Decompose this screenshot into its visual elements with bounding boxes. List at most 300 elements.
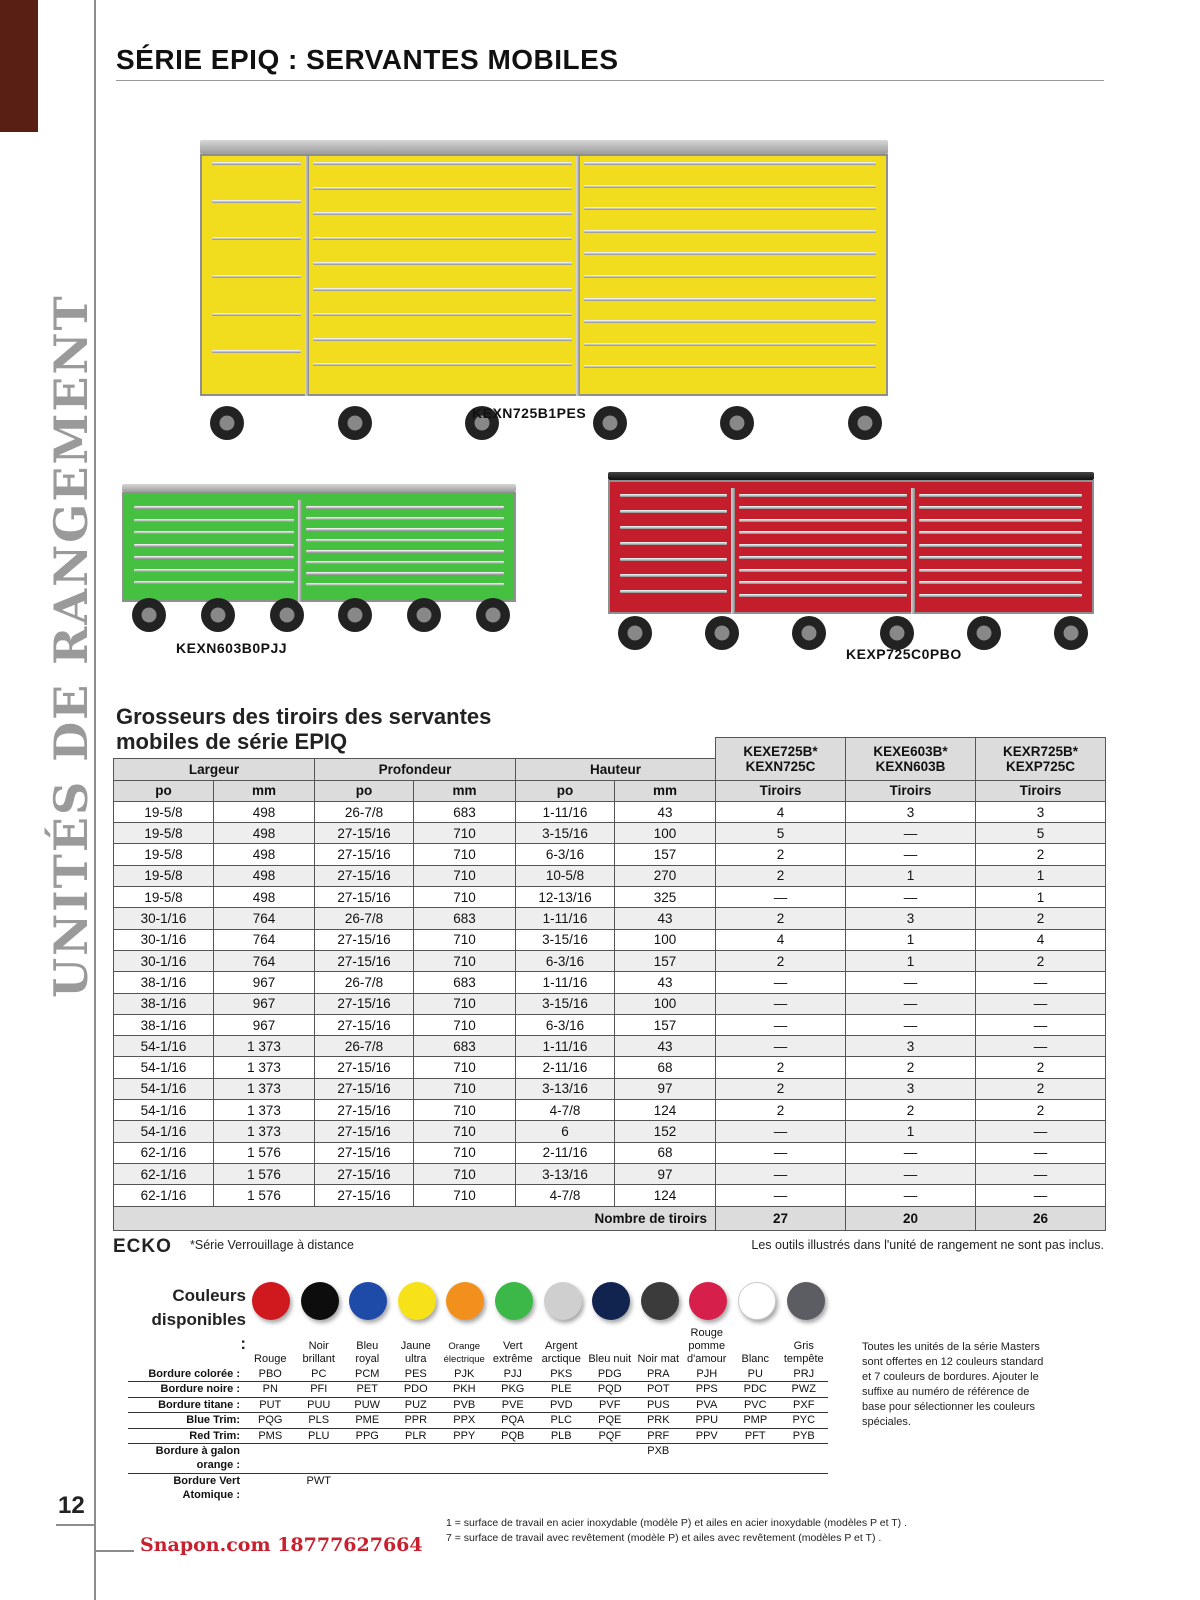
table-cell: 26-7/8 (315, 801, 414, 822)
table-cell: 710 (414, 865, 516, 886)
table-cell: 54-1/16 (114, 1100, 214, 1121)
table-cell: 157 (615, 1014, 716, 1035)
trim-code: PUW (343, 1397, 392, 1413)
table-cell: 3-13/16 (516, 1078, 615, 1099)
table-cell: 26-7/8 (315, 1036, 414, 1057)
trim-code (440, 1444, 489, 1474)
title-rule (116, 80, 1104, 81)
trim-code: PLE (537, 1382, 586, 1398)
table-cell: 100 (615, 993, 716, 1014)
table-cell: 2 (976, 1057, 1106, 1078)
table-cell: 1 373 (214, 1078, 315, 1099)
color-swatch (349, 1282, 387, 1320)
model-header-2: KEXE603B* KEXN603B (846, 738, 976, 781)
table-cell: 43 (615, 801, 716, 822)
table-cell: 1 373 (214, 1121, 315, 1142)
trim-code: PQD (586, 1382, 635, 1398)
trim-code (731, 1444, 780, 1474)
table-cell: 710 (414, 1142, 516, 1163)
table-row (114, 801, 1106, 822)
table-cell: 43 (615, 908, 716, 929)
trim-code: PDC (731, 1382, 780, 1398)
table-cell: 19-5/8 (114, 823, 214, 844)
trim-row-label: Bordure Vert Atomique : (173, 1475, 240, 1501)
table-cell: 19-5/8 (114, 887, 214, 908)
table-cell: 2 (976, 950, 1106, 971)
table-cell: 710 (414, 929, 516, 950)
table-cell: 498 (214, 865, 315, 886)
table-cell: 498 (214, 844, 315, 865)
table-row (114, 1036, 1106, 1057)
trim-code-table (128, 1324, 828, 1504)
trim-code (634, 1474, 683, 1504)
trim-code: PPU (683, 1413, 732, 1429)
footer-website: Snapon.com 18777627664 (140, 1534, 423, 1556)
color-swatch (495, 1282, 533, 1320)
table-cell: — (846, 1142, 976, 1163)
table-cell: 27-15/16 (315, 1100, 414, 1121)
trim-code: PXF (780, 1397, 829, 1413)
trim-code: PRF (634, 1428, 683, 1444)
table-cell: 100 (615, 823, 716, 844)
table-cell: 100 (615, 929, 716, 950)
table-cell: 62-1/16 (114, 1185, 214, 1206)
ecko-logo: ECKO (113, 1236, 172, 1257)
table-cell: 764 (214, 908, 315, 929)
trim-code: PYB (780, 1428, 829, 1444)
table-cell: 683 (414, 1036, 516, 1057)
color-name-header: Blanc (741, 1353, 770, 1365)
trim-code: PPY (440, 1428, 489, 1444)
trim-code: PPR (392, 1413, 441, 1429)
trim-row-label: Bordure titane : (128, 1397, 246, 1413)
table-cell: 62-1/16 (114, 1163, 214, 1184)
table-cell: 710 (414, 1185, 516, 1206)
trim-code: PET (343, 1382, 392, 1398)
color-swatch (446, 1282, 484, 1320)
unit-header: mm (615, 780, 716, 801)
table-cell: — (976, 972, 1106, 993)
table-cell: 2-11/16 (516, 1142, 615, 1163)
trim-code: PUZ (392, 1397, 441, 1413)
table-cell: — (976, 1142, 1106, 1163)
table-row (114, 1121, 1106, 1142)
table-row (114, 1014, 1106, 1035)
trim-code: PYC (780, 1413, 829, 1429)
width-header: Largeur (114, 759, 315, 780)
table-cell: 2 (846, 1100, 976, 1121)
trim-code: PC (295, 1366, 344, 1382)
green-chest-label: KEXN603B0PJJ (176, 640, 288, 656)
trim-code: PN (246, 1382, 295, 1398)
trim-row-label: Bordure colorée : (128, 1366, 246, 1382)
trim-code: PUU (295, 1397, 344, 1413)
trim-row (128, 1366, 828, 1382)
trim-row (128, 1397, 828, 1413)
trim-code: PME (343, 1413, 392, 1429)
table-cell: 1 (846, 865, 976, 886)
table-cell: — (846, 887, 976, 908)
tools-not-included-note: Les outils illustrés dans l'unité de rangement ne sont pas inclus. (751, 1238, 1104, 1252)
trim-code: PJK (440, 1366, 489, 1382)
unit-header: po (114, 780, 214, 801)
unit-header: po (516, 780, 615, 801)
color-name-header: Bleu royal (355, 1340, 380, 1365)
table-row (114, 908, 1106, 929)
trim-code: PPX (440, 1413, 489, 1429)
table-cell: 157 (615, 950, 716, 971)
table-cell: 2 (846, 1057, 976, 1078)
depth-header: Profondeur (315, 759, 516, 780)
table-cell: 27-15/16 (315, 1014, 414, 1035)
color-swatch (301, 1282, 339, 1320)
trim-code: PWZ (780, 1382, 829, 1398)
red-chest-label: KEXP725C0PBO (846, 646, 962, 662)
table-cell: — (716, 972, 846, 993)
unit-header: mm (414, 780, 516, 801)
table-row (114, 823, 1106, 844)
trim-row (128, 1413, 828, 1429)
table-cell: 27-15/16 (315, 1078, 414, 1099)
table-cell: — (976, 1121, 1106, 1142)
table-cell: 30-1/16 (114, 929, 214, 950)
table-cell: 1 (846, 1121, 976, 1142)
table-cell: 3-15/16 (516, 929, 615, 950)
table-cell: 3-15/16 (516, 823, 615, 844)
trim-code: PKG (489, 1382, 538, 1398)
table-cell: 325 (615, 887, 716, 908)
trim-code: PRJ (780, 1366, 829, 1382)
drawers-header: Tiroirs (846, 780, 976, 801)
section-tab (0, 0, 38, 132)
trim-code: PDO (392, 1382, 441, 1398)
table-cell: 710 (414, 1121, 516, 1142)
trim-code: PLB (537, 1428, 586, 1444)
table-row (114, 887, 1106, 908)
trim-code: PES (392, 1366, 441, 1382)
table-cell: — (716, 887, 846, 908)
trim-code: PRA (634, 1366, 683, 1382)
trim-code: PVE (489, 1397, 538, 1413)
table-cell: 38-1/16 (114, 972, 214, 993)
trim-code (586, 1474, 635, 1504)
table-cell: 2 (716, 1057, 846, 1078)
table-cell: 54-1/16 (114, 1057, 214, 1078)
table-cell: — (976, 1014, 1106, 1035)
trim-code: PJH (683, 1366, 732, 1382)
yellow-chest-label: KEXN725B1PES (472, 405, 587, 421)
trim-code (343, 1474, 392, 1504)
table-cell: 43 (615, 972, 716, 993)
trim-row (128, 1474, 828, 1504)
table-cell: 710 (414, 950, 516, 971)
table-cell: 498 (214, 887, 315, 908)
trim-code: PLR (392, 1428, 441, 1444)
table-cell: 1 (846, 929, 976, 950)
table-cell: 1-11/16 (516, 1036, 615, 1057)
colors-heading: Couleurs disponibles : (151, 1286, 246, 1353)
color-swatch (544, 1282, 582, 1320)
page-title: SÉRIE EPIQ : SERVANTES MOBILES (116, 44, 619, 75)
table-cell: 27-15/16 (315, 1121, 414, 1142)
yellow-tool-chest (200, 140, 888, 440)
remote-lock-note: *Série Verrouillage à distance (190, 1238, 354, 1252)
table-cell: 97 (615, 1078, 716, 1099)
table-cell: 54-1/16 (114, 1078, 214, 1099)
trim-code: PCM (343, 1366, 392, 1382)
trim-row-label: Red Trim: (128, 1428, 246, 1444)
table-cell: 62-1/16 (114, 1142, 214, 1163)
table-cell: 2 (716, 908, 846, 929)
table-cell: 27-15/16 (315, 887, 414, 908)
table-cell: 1 373 (214, 1100, 315, 1121)
table-cell: — (846, 844, 976, 865)
trim-code: PXB (634, 1444, 683, 1474)
color-name-header: Vert extrême (492, 1340, 533, 1365)
trim-code: PQA (489, 1413, 538, 1429)
table-cell: 27-15/16 (315, 1142, 414, 1163)
table-cell: 683 (414, 801, 516, 822)
trim-code: PLU (295, 1428, 344, 1444)
trim-code: PDG (586, 1366, 635, 1382)
table-cell: 38-1/16 (114, 1014, 214, 1035)
table-cell: 27-15/16 (315, 929, 414, 950)
trim-code (246, 1474, 295, 1504)
trim-code: PQE (586, 1413, 635, 1429)
color-name-header: Jaune ultra (400, 1340, 431, 1365)
color-name-header: Rouge (254, 1353, 287, 1365)
table-cell: 27-15/16 (315, 1057, 414, 1078)
table-row (114, 844, 1106, 865)
table-cell: 6-3/16 (516, 844, 615, 865)
table-cell: 5 (716, 823, 846, 844)
table-cell: 2 (976, 908, 1106, 929)
page-number: 12 (58, 1492, 85, 1519)
color-name-header: Argent arctique (541, 1340, 581, 1365)
drawers-header: Tiroirs (716, 780, 846, 801)
trim-code: PRK (634, 1413, 683, 1429)
trim-code (537, 1444, 586, 1474)
trim-row (128, 1382, 828, 1398)
trim-code: PVA (683, 1397, 732, 1413)
red-tool-chest (608, 472, 1094, 650)
table-cell: 764 (214, 950, 315, 971)
table-cell: 3 (976, 801, 1106, 822)
table-cell: 967 (214, 1014, 315, 1035)
table-cell: — (846, 993, 976, 1014)
trim-row-label: Bordure noire : (128, 1382, 246, 1398)
trim-code (295, 1444, 344, 1474)
table-cell: 19-5/8 (114, 844, 214, 865)
table-cell: 1-11/16 (516, 908, 615, 929)
height-header: Hauteur (516, 759, 716, 780)
footer-rule (96, 1550, 134, 1552)
table-cell: 2 (716, 950, 846, 971)
trim-code: PUS (634, 1397, 683, 1413)
table-cell: 1-11/16 (516, 972, 615, 993)
table-cell: 1 373 (214, 1057, 315, 1078)
total-cell: 26 (976, 1206, 1106, 1230)
table-cell: — (976, 1036, 1106, 1057)
table-cell: — (716, 1142, 846, 1163)
trim-code (683, 1444, 732, 1474)
table-cell: 124 (615, 1100, 716, 1121)
table-cell: 4-7/8 (516, 1100, 615, 1121)
trim-code: PPS (683, 1382, 732, 1398)
footnotes: 1 = surface de travail en acier inoxydable (modèle P) et ailes en acier inoxydable (modèles P et T) . 7 = surface de travail avec revêtement (modèle P) et ailes avec revêtement (modèles P et T) . (446, 1517, 907, 1544)
table-cell: — (716, 993, 846, 1014)
table-cell: — (846, 1185, 976, 1206)
trim-code (780, 1474, 829, 1504)
table-cell: 710 (414, 1100, 516, 1121)
trim-code (731, 1474, 780, 1504)
table-cell: 2-11/16 (516, 1057, 615, 1078)
trim-code: PPV (683, 1428, 732, 1444)
table-cell: 710 (414, 887, 516, 908)
table-cell: 4-7/8 (516, 1185, 615, 1206)
color-swatch (689, 1282, 727, 1320)
table-cell: — (976, 1163, 1106, 1184)
trim-code: PPG (343, 1428, 392, 1444)
trim-code (537, 1474, 586, 1504)
color-swatch (738, 1282, 776, 1320)
total-label: Nombre de tiroirs (114, 1206, 716, 1230)
table-cell: 27-15/16 (315, 865, 414, 886)
trim-code: PVC (731, 1397, 780, 1413)
table-cell: 2 (716, 865, 846, 886)
color-offer-note: Toutes les unités de la série Masters sont offertes en 12 couleurs standard et 7 couleurs de bordures. Ajouter le suffixe au numéro de référence de base pour sélectionner les couleurs spéciales. (862, 1341, 1044, 1428)
table-cell: 2 (716, 1100, 846, 1121)
trim-code: PVB (440, 1397, 489, 1413)
table-cell: 27-15/16 (315, 1185, 414, 1206)
trim-row (128, 1444, 828, 1474)
table-cell: 19-5/8 (114, 801, 214, 822)
table-cell: 1-11/16 (516, 801, 615, 822)
trim-code: PMP (731, 1413, 780, 1429)
trim-code (392, 1474, 441, 1504)
table-cell: 54-1/16 (114, 1036, 214, 1057)
table-cell: — (976, 993, 1106, 1014)
unit-header: po (315, 780, 414, 801)
color-name-header: Noir mat (637, 1353, 680, 1365)
table-cell: 967 (214, 972, 315, 993)
trim-code: PFI (295, 1382, 344, 1398)
table-cell: 68 (615, 1057, 716, 1078)
trim-code (780, 1444, 829, 1474)
table-cell: 157 (615, 844, 716, 865)
color-name-header: Gris tempête (783, 1340, 824, 1365)
trim-code: POT (634, 1382, 683, 1398)
table-cell: 270 (615, 865, 716, 886)
table-cell: 1 373 (214, 1036, 315, 1057)
table-cell: — (716, 1036, 846, 1057)
table-row (114, 950, 1106, 971)
table-cell: 683 (414, 908, 516, 929)
table-cell: 2 (976, 1100, 1106, 1121)
table-cell: 3 (846, 1078, 976, 1099)
unit-header: mm (214, 780, 315, 801)
trim-code: PLS (295, 1413, 344, 1429)
table-cell: 152 (615, 1121, 716, 1142)
table-cell: 54-1/16 (114, 1121, 214, 1142)
table-cell: 710 (414, 823, 516, 844)
table-cell: 1 (976, 887, 1106, 908)
table-row (114, 865, 1106, 886)
table-cell: 2 (976, 1078, 1106, 1099)
trim-row-label: Bordure à galon orange : (128, 1444, 246, 1474)
table-cell: 3-13/16 (516, 1163, 615, 1184)
table-cell: 3-15/16 (516, 993, 615, 1014)
table-cell: 3 (846, 908, 976, 929)
trim-code (343, 1444, 392, 1474)
table-cell: 1 576 (214, 1163, 315, 1184)
trim-code (246, 1444, 295, 1474)
page-number-rule (56, 1524, 96, 1526)
table-cell: — (716, 1163, 846, 1184)
trim-code: PKS (537, 1366, 586, 1382)
table-cell: 4 (716, 801, 846, 822)
table-cell: 97 (615, 1163, 716, 1184)
table-cell: 26-7/8 (315, 908, 414, 929)
table-row (114, 1142, 1106, 1163)
table-cell: 3 (846, 801, 976, 822)
table-cell: 30-1/16 (114, 908, 214, 929)
color-swatch (252, 1282, 290, 1320)
drawers-header: Tiroirs (976, 780, 1106, 801)
trim-code: PVF (586, 1397, 635, 1413)
table-cell: 1 576 (214, 1142, 315, 1163)
color-name-header: Rouge pomme d'amour (687, 1327, 727, 1365)
table-cell: 498 (214, 801, 315, 822)
trim-code: PVD (537, 1397, 586, 1413)
total-cell: 27 (716, 1206, 846, 1230)
trim-code: PU (731, 1366, 780, 1382)
trim-code: PUT (246, 1397, 295, 1413)
table-cell: 10-5/8 (516, 865, 615, 886)
table-cell: 2 (716, 844, 846, 865)
drawer-sizes-heading: Grosseurs des tiroirs des servantes mobiles de série EPIQ (116, 704, 492, 754)
trim-code (489, 1444, 538, 1474)
total-cell: 20 (846, 1206, 976, 1230)
model-header-3: KEXR725B* KEXP725C (976, 738, 1106, 781)
table-row (114, 1100, 1106, 1121)
table-cell: 6-3/16 (516, 950, 615, 971)
trim-code: PJJ (489, 1366, 538, 1382)
section-title: UNITÉS DE RANGEMENT (44, 294, 98, 998)
trim-code (392, 1444, 441, 1474)
table-cell: — (846, 823, 976, 844)
trim-code (683, 1474, 732, 1504)
table-cell: 26-7/8 (315, 972, 414, 993)
table-cell: 967 (214, 993, 315, 1014)
table-cell: 12-13/16 (516, 887, 615, 908)
color-swatch (592, 1282, 630, 1320)
trim-code: PLC (537, 1413, 586, 1429)
table-row (114, 972, 1106, 993)
color-swatch (787, 1282, 825, 1320)
table-cell: 710 (414, 1014, 516, 1035)
table-cell: 4 (976, 929, 1106, 950)
trim-row-label: Blue Trim: (128, 1413, 246, 1429)
table-cell: 1 (976, 865, 1106, 886)
trim-row (128, 1428, 828, 1444)
table-cell: 2 (976, 844, 1106, 865)
table-cell: 43 (615, 1036, 716, 1057)
color-name-header: Orange électrique (443, 1341, 485, 1365)
trim-code (586, 1444, 635, 1474)
table-cell: — (716, 1014, 846, 1035)
trim-code: PKH (440, 1382, 489, 1398)
